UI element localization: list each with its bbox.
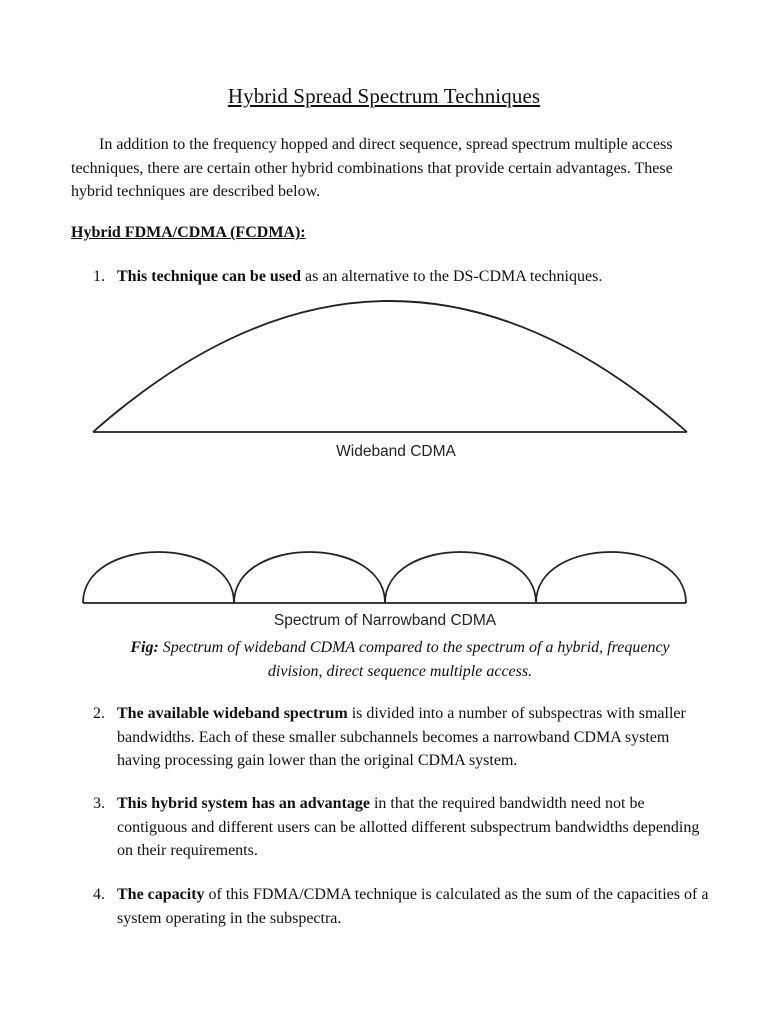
caption-prefix: Fig:: [130, 639, 159, 656]
list-item-number: 4.: [93, 886, 105, 903]
section-heading: Hybrid FDMA/CDMA (FCDMA):: [71, 224, 306, 241]
list-item-2: [93, 702, 713, 773]
list-item-text: in that the required bandwidth need not be contiguous and different users can be allotted different subspectrum bandwidths depending on their requirements.: [117, 795, 700, 859]
page-title: Hybrid Spread Spectrum Techniques: [227, 84, 541, 108]
wideband-spectrum-curve: [93, 301, 687, 432]
list-item-4: [93, 883, 713, 930]
list-item-3: [93, 792, 713, 863]
list-item-number: 2.: [93, 705, 105, 722]
narrowband-lobe-2: [234, 552, 385, 603]
list-item-bold: This hybrid system has an advantage: [117, 795, 370, 812]
caption-text: Spectrum of wideband CDMA compared to the spectrum of a hybrid, frequency division, direct sequence multiple access.: [158, 639, 670, 680]
list-item-text: of this FDMA/CDMA technique is calculated as the sum of the capacities of a system operating in the subspectra.: [117, 886, 709, 927]
list-item-text: as an alternative to the DS-CDMA techniques.: [301, 268, 603, 285]
intro-text: In addition to the frequency hopped and direct sequence, spread spectrum multiple access techniques, there are certain other hybrid combinations that provide certain advantages. These hybrid techniques are described below.: [71, 136, 673, 200]
list-item-bold: This technique can be used: [117, 268, 302, 285]
narrowband-lobe-4: [536, 552, 686, 603]
list-item-number: 1.: [93, 268, 105, 285]
figure-caption: [130, 636, 670, 683]
list-item-bold: The available wideband spectrum: [117, 705, 348, 722]
list-item-text: is divided into a number of subspectras with smaller bandwidths. Each of these smaller subchannels becomes a narrowband CDMA system having processing gain lower than the original CDMA system.: [117, 705, 686, 769]
narrowband-lobe-3: [385, 552, 536, 603]
narrowband-label: Spectrum of Narrowband CDMA: [273, 612, 497, 629]
narrowband-lobe-1: [83, 552, 234, 603]
list-item-bold: The capacity: [117, 886, 205, 903]
list-item-number: 3.: [93, 795, 105, 812]
wideband-label: Wideband CDMA: [336, 443, 456, 460]
